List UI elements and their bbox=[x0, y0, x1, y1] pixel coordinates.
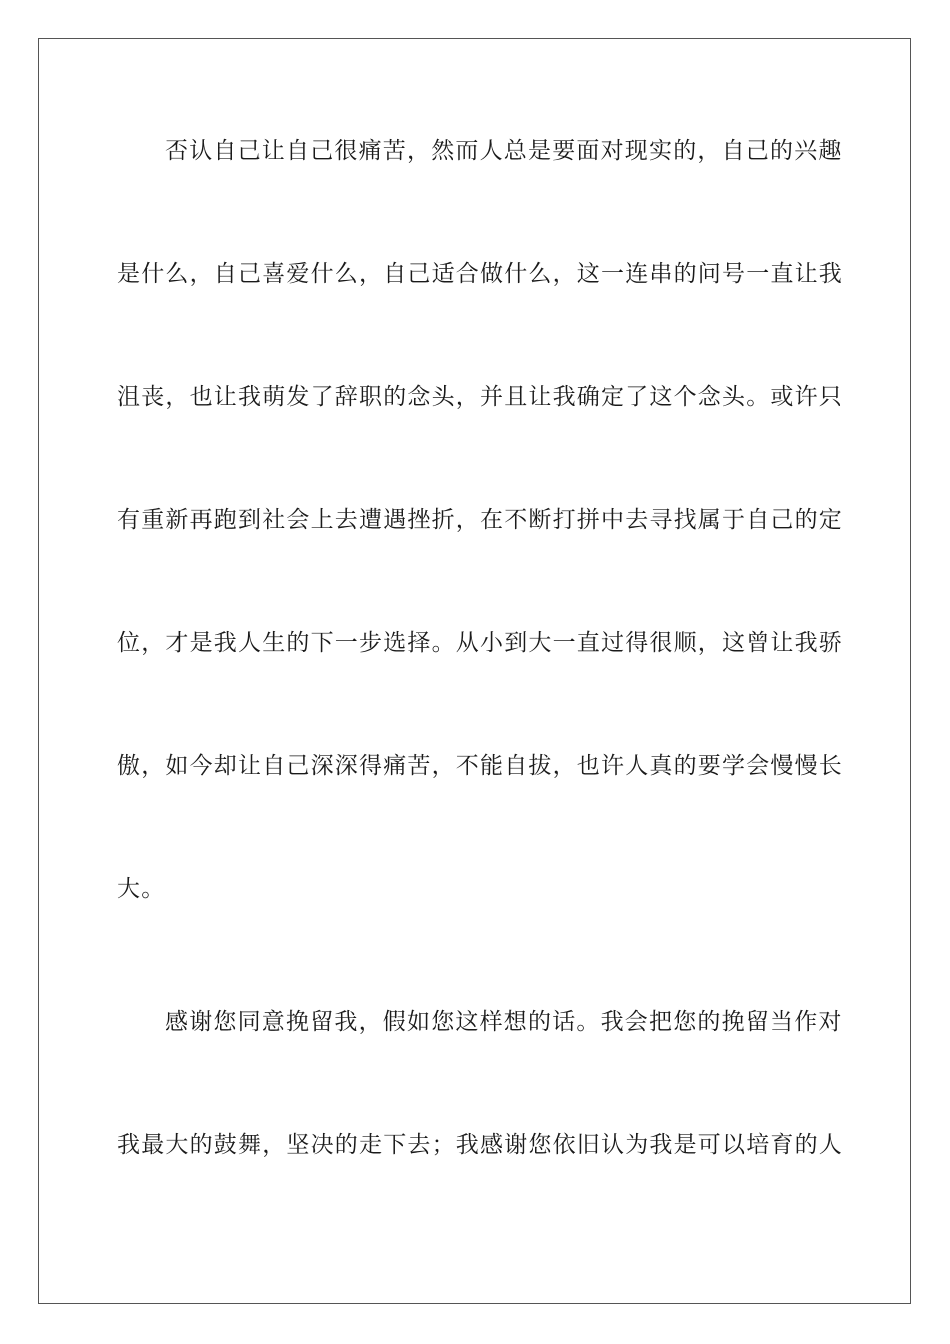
text-line: 感谢您同意挽留我，假如您这样想的话。我会把您的挽留当作对 bbox=[165, 1009, 843, 1035]
text-line: 位，才是我人生的下一步选择。从小到大一直过得很顺，这曾让我骄 bbox=[117, 630, 843, 656]
page-border bbox=[38, 38, 911, 1304]
text-line: 我最大的鼓舞，坚决的走下去；我感谢您依旧认为我是可以培育的人 bbox=[117, 1132, 843, 1158]
text-line: 是什么，自己喜爱什么，自己适合做什么，这一连串的问号一直让我 bbox=[117, 261, 843, 287]
text-line: 有重新再跑到社会上去遭遇挫折，在不断打拼中去寻找属于自己的定 bbox=[117, 507, 843, 533]
text-line: 否认自己让自己很痛苦，然而人总是要面对现实的，自己的兴趣 bbox=[165, 138, 843, 164]
text-line: 傲，如今却让自己深深得痛苦，不能自拔，也许人真的要学会慢慢长 bbox=[117, 753, 843, 779]
text-line: 大。 bbox=[117, 876, 166, 902]
text-line: 沮丧，也让我萌发了辞职的念头，并且让我确定了这个念头。或许只 bbox=[117, 384, 843, 410]
